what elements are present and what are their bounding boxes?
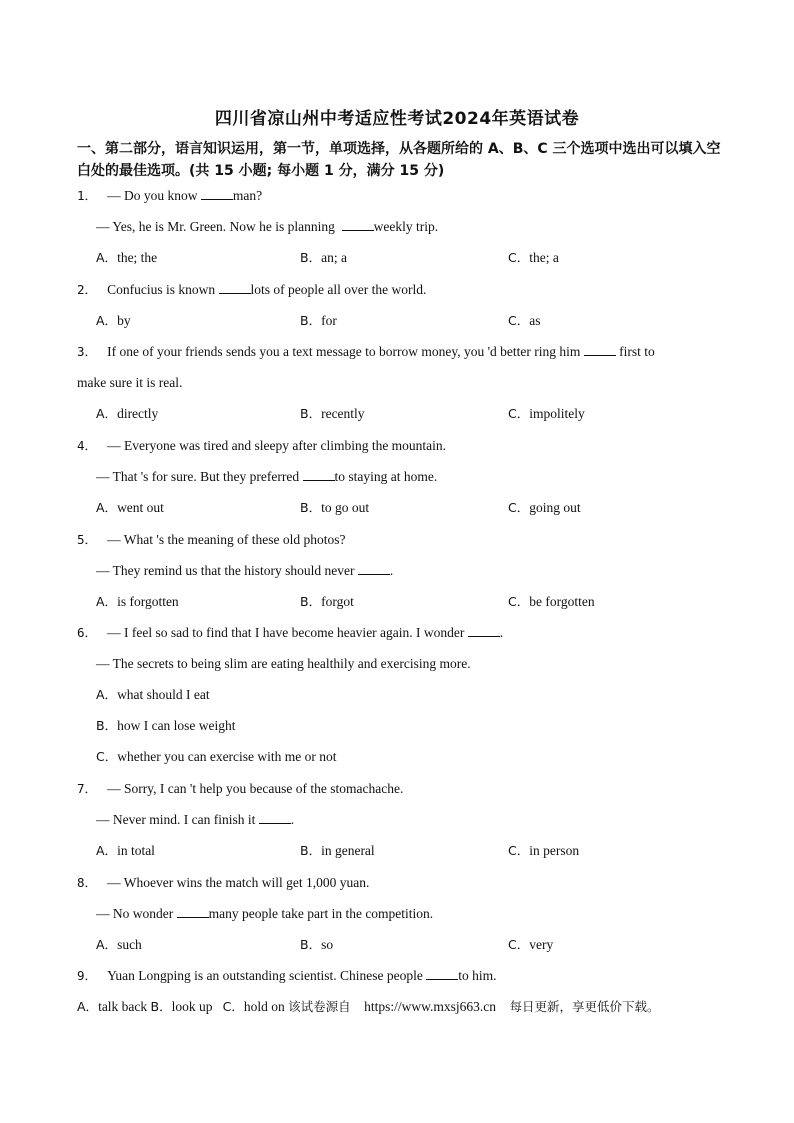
option-a: A．went out — [96, 500, 164, 515]
option-c: C．very — [508, 937, 554, 952]
question-text: — No wonder — [96, 906, 174, 921]
question-text: many people take part in the competition. — [208, 906, 434, 921]
option-b: look up — [171, 999, 213, 1014]
footer-link[interactable]: https://www.mxsj663.cn — [364, 999, 497, 1014]
question-text: — Sorry, I can 't help you because of the stomachache. — [107, 781, 404, 796]
option-a: A．such — [96, 937, 142, 952]
question-3-continued — [77, 373, 182, 393]
option-a: A．by — [96, 313, 131, 328]
question-number: 9． — [77, 968, 98, 983]
question-text: If one of your friends sends you a text message to borrow money, you 'd better ring him — [107, 344, 581, 359]
question-text: . — [389, 563, 394, 578]
question-6-response — [96, 654, 471, 674]
question-text: make sure it is real. — [77, 375, 183, 390]
option-c: hold on — [243, 999, 285, 1014]
question-9-options-footer — [77, 997, 660, 1017]
question-text: — They remind us that the history should never — [96, 563, 355, 578]
option-b: B．to go out — [300, 500, 370, 515]
question-text: to him. — [458, 968, 497, 983]
section-heading: 一、第二部分，语言知识运用，第一节，单项选择，从各题所给的 A、B、C 三个选项中选出可以填入空白处的最佳选项。(共 15 小题; 每小题 1 分，满分 15 分) — [77, 141, 721, 179]
question-text: Yuan Longping is an outstanding scientist. Chinese people — [107, 968, 423, 983]
answer-blank — [584, 343, 616, 356]
option-b: B．so — [300, 937, 334, 952]
question-number: 3． — [77, 344, 98, 359]
question-2 — [77, 280, 426, 300]
question-text: — Everyone was tired and sleepy after climbing the mountain. — [107, 438, 447, 453]
question-3 — [77, 342, 655, 362]
question-text: man? — [232, 188, 263, 203]
question-text: — Never mind. I can finish it — [96, 812, 256, 827]
option-b: B．how I can lose weight — [96, 718, 236, 733]
footer-source-text: 该试卷源自 — [288, 999, 351, 1014]
question-number: 2． — [77, 282, 98, 297]
option-b: B．in general — [300, 843, 375, 858]
question-number: 8． — [77, 875, 98, 890]
question-5 — [77, 530, 346, 550]
question-text: — Whoever wins the match will get 1,000 yuan. — [107, 875, 370, 890]
option-a: A．directly — [96, 406, 159, 421]
question-text: lots of people all over the world. — [250, 282, 427, 297]
question-9 — [77, 966, 497, 986]
question-text: first to — [619, 344, 655, 359]
question-text: — What 's the meaning of these old photos? — [107, 532, 346, 547]
option-letter: C． — [222, 999, 244, 1014]
question-text: — Do you know — [107, 188, 198, 203]
option-c: C．whether you can exercise with me or not — [96, 749, 337, 764]
question-1-response — [96, 217, 438, 237]
question-number: 6． — [77, 625, 98, 640]
question-text: to staying at home. — [334, 469, 438, 484]
answer-blank — [201, 187, 233, 200]
page-title: 四川省凉山州中考适应性考试2024年英语试卷 — [214, 109, 580, 129]
answer-blank — [426, 967, 458, 980]
question-text: — Yes, he is Mr. Green. Now he is planning — [96, 219, 335, 234]
question-5-response — [96, 561, 393, 581]
answer-blank — [177, 905, 209, 918]
question-4 — [77, 436, 446, 456]
answer-blank — [468, 624, 500, 637]
question-text: . — [290, 812, 295, 827]
question-text: . — [499, 625, 504, 640]
option-c: C．as — [508, 313, 541, 328]
question-7-response — [96, 810, 294, 830]
option-letter: B． — [150, 999, 172, 1014]
question-text: weekly trip. — [373, 219, 439, 234]
question-4-response — [96, 467, 437, 487]
option-c: C．be forgotten — [508, 594, 595, 609]
option-c: C．going out — [508, 500, 581, 515]
question-6 — [77, 623, 503, 643]
question-number: 7． — [77, 781, 98, 796]
answer-blank — [219, 281, 251, 294]
question-8 — [77, 873, 369, 893]
option-a: A．the; the — [96, 250, 158, 265]
option-b: B．forgot — [300, 594, 354, 609]
question-text: — The secrets to being slim are eating healthily and exercising more. — [96, 656, 471, 671]
option-b: B．recently — [300, 406, 365, 421]
option-c: C．in person — [508, 843, 580, 858]
question-8-response — [96, 904, 433, 924]
question-number: 4． — [77, 438, 98, 453]
option-c: C．the; a — [508, 250, 559, 265]
option-a: talk back — [98, 999, 148, 1014]
question-7 — [77, 779, 403, 799]
option-a: A．is forgotten — [96, 594, 179, 609]
question-text: — I feel so sad to find that I have become heavier again. I wonder — [107, 625, 465, 640]
option-a: A．what should I eat — [96, 687, 210, 702]
question-number: 1． — [77, 188, 98, 203]
option-c: C．impolitely — [508, 406, 585, 421]
question-text: Confucius is known — [107, 282, 216, 297]
option-b: B．an; a — [300, 250, 347, 265]
answer-blank — [303, 468, 335, 481]
answer-blank — [358, 562, 390, 575]
answer-blank — [259, 811, 291, 824]
question-text: — That 's for sure. But they preferred — [96, 469, 300, 484]
option-letter: A． — [77, 999, 99, 1014]
option-a: A．in total — [96, 843, 155, 858]
question-1 — [77, 186, 262, 206]
footer-suffix-text: 每日更新，享更低价下载。 — [509, 999, 660, 1014]
question-number: 5． — [77, 532, 98, 547]
option-b: B．for — [300, 313, 337, 328]
answer-blank — [342, 218, 374, 231]
